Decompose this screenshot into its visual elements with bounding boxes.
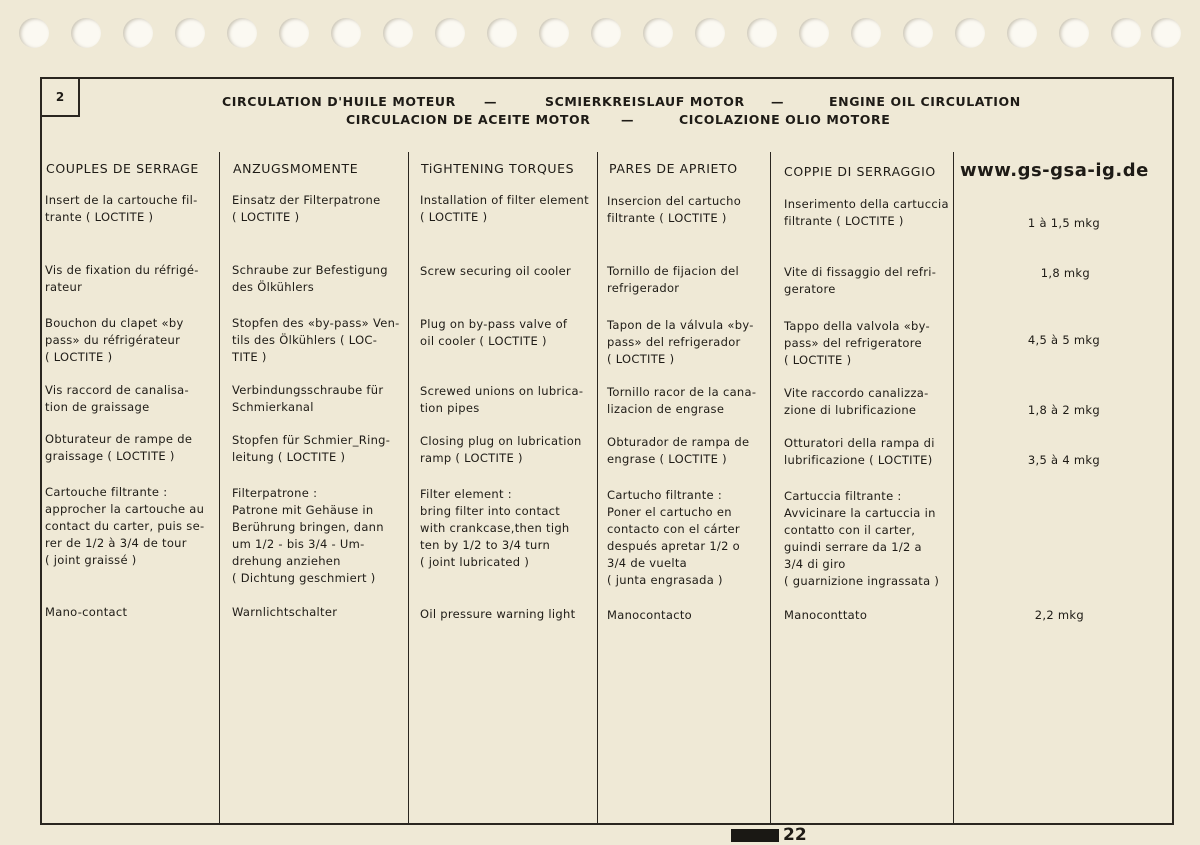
table-cell-es: Insercion del cartucho filtrante ( LOCTITE ) xyxy=(607,194,742,225)
punch-hole xyxy=(383,18,413,48)
column-header-it: COPPIE DI SERRAGGIO xyxy=(784,164,936,179)
column-divider xyxy=(219,152,220,824)
title-en: ENGINE OIL CIRCULATION xyxy=(829,94,1021,109)
torque-value: 2,2 mkg xyxy=(1034,608,1084,622)
column-divider xyxy=(953,152,954,824)
website-watermark: www.gs-gsa-ig.de xyxy=(960,160,1149,181)
table-cell-en: Filter element : bring filter into contact with crankcase,then tigh ten by 1/2 to 3/4 turn ( joint lubricated ) xyxy=(420,487,570,569)
title-it: CICOLAZIONE OLIO MOTORE xyxy=(679,112,891,127)
table-cell-de: Verbindungsschraube für Schmierkanal xyxy=(232,383,384,414)
table-cell-it: Vite raccordo canalizza- zione di lubrificazione xyxy=(784,386,929,417)
column-header-de: ANZUGSMOMENTE xyxy=(233,161,359,176)
torque-value: 1,8 mkg xyxy=(1040,266,1090,280)
column-header-es: PARES DE APRIETO xyxy=(609,161,738,176)
column-header-fr: COUPLES DE SERRAGE xyxy=(46,161,199,176)
punch-hole xyxy=(123,18,153,48)
table-cell-es: Obturador de rampa de engrase ( LOCTITE ) xyxy=(607,435,750,466)
punch-hole xyxy=(591,18,621,48)
table-cell-it: Otturatori della rampa di lubrificazione ( LOCTITE) xyxy=(784,436,935,467)
table-cell-en: Closing plug on lubrication ramp ( LOCTITE ) xyxy=(420,434,582,465)
table-cell-en: Plug on by-pass valve of oil cooler ( LOCTITE ) xyxy=(420,317,568,348)
table-cell-fr: Vis raccord de canalisa- tion de graissage xyxy=(45,383,189,414)
punch-hole xyxy=(71,18,101,48)
punch-hole xyxy=(851,18,881,48)
punch-hole xyxy=(1059,18,1089,48)
punch-hole xyxy=(903,18,933,48)
section-number-badge: 2 xyxy=(40,77,80,117)
column-header-en: TiGHTENING TORQUES xyxy=(421,161,575,176)
table-cell-it: Vite di fissaggio del refri- geratore xyxy=(784,265,937,296)
punch-hole xyxy=(955,18,985,48)
table-cell-es: Tapon de la válvula «by- pass» del refrigerador ( LOCTITE ) xyxy=(607,318,754,366)
title-dash: — xyxy=(484,94,498,109)
table-cell-en: Installation of filter element ( LOCTITE ) xyxy=(420,193,589,224)
table-cell-de: Filterpatrone : Patrone mit Gehäuse in Berührung bringen, dann um 1/2 - bis 3/4 - Um- drehung anziehen ( Dichtung geschmiert ) xyxy=(232,486,384,585)
punch-hole xyxy=(227,18,257,48)
punch-hole xyxy=(1111,18,1141,48)
punch-hole xyxy=(19,18,49,48)
punch-hole xyxy=(175,18,205,48)
punch-hole xyxy=(747,18,777,48)
table-cell-it: Manoconttato xyxy=(784,608,868,622)
punch-hole xyxy=(539,18,569,48)
title-dash: — xyxy=(771,94,785,109)
table-cell-es: Tornillo racor de la cana- lizacion de engrase xyxy=(607,385,757,416)
table-cell-fr: Cartouche filtrante : approcher la cartouche au contact du carter, puis se- rer de 1/2 à 3/4 de tour ( joint graissé ) xyxy=(45,485,205,567)
column-divider xyxy=(597,152,598,824)
title-de: SCMIERKREISLAUF MOTOR xyxy=(545,94,745,109)
table-cell-it: Inserimento della cartuccia filtrante ( LOCTITE ) xyxy=(784,197,949,228)
page-tab-bar xyxy=(731,829,779,842)
column-divider xyxy=(408,152,409,824)
title-dash: — xyxy=(621,112,635,127)
punch-hole xyxy=(695,18,725,48)
punch-hole xyxy=(487,18,517,48)
page-number: 22 xyxy=(783,825,807,845)
torque-value: 4,5 à 5 mkg xyxy=(1027,333,1100,347)
table-cell-es: Tornillo de fijacion del refrigerador xyxy=(607,264,739,295)
column-divider xyxy=(770,152,771,824)
table-cell-it: Tappo della valvola «by- pass» del refrigeratore ( LOCTITE ) xyxy=(784,319,931,367)
punch-hole xyxy=(1007,18,1037,48)
torque-value: 3,5 à 4 mkg xyxy=(1027,453,1100,467)
table-cell-de: Stopfen für Schmier_Ring- leitung ( LOCTITE ) xyxy=(232,433,391,464)
table-cell-de: Warnlichtschalter xyxy=(232,605,338,619)
title-fr: CIRCULATION D'HUILE MOTEUR xyxy=(222,94,456,109)
table-cell-fr: Vis de fixation du réfrigé- rateur xyxy=(45,263,199,294)
table-cell-de: Einsatz der Filterpatrone ( LOCTITE ) xyxy=(232,193,381,224)
table-cell-fr: Obturateur de rampe de graissage ( LOCTITE ) xyxy=(45,432,193,463)
title-es: CIRCULACION DE ACEITE MOTOR xyxy=(346,112,591,127)
punch-hole xyxy=(435,18,465,48)
table-cell-es: Cartucho filtrante : Poner el cartucho en contacto con el cárter después apretar 1/2 o 3/4 de vuelta ( junta engrasada ) xyxy=(607,488,741,587)
punch-hole xyxy=(331,18,361,48)
table-cell-es: Manocontacto xyxy=(607,608,692,622)
table-cell-fr: Mano-contact xyxy=(45,605,128,619)
punch-hole xyxy=(1151,18,1181,48)
table-cell-de: Schraube zur Befestigung des Ölkühlers xyxy=(232,263,388,294)
punch-hole xyxy=(643,18,673,48)
table-cell-en: Screwed unions on lubrica- tion pipes xyxy=(420,384,584,415)
punch-hole xyxy=(799,18,829,48)
table-cell-en: Oil pressure warning light xyxy=(420,607,576,621)
torque-value: 1,8 à 2 mkg xyxy=(1027,403,1100,417)
table-cell-fr: Insert de la cartouche fil- trante ( LOCTITE ) xyxy=(45,193,198,224)
punch-hole xyxy=(279,18,309,48)
table-cell-it: Cartuccia filtrante : Avvicinare la cartuccia in contatto con il carter, guindi serrare da 1/2 a 3/4 di giro ( guarnizione ingrassata ) xyxy=(784,489,940,588)
torque-value: 1 à 1,5 mkg xyxy=(1027,216,1100,230)
table-cell-fr: Bouchon du clapet «by pass» du réfrigérateur ( LOCTITE ) xyxy=(45,316,184,364)
table-cell-de: Stopfen des «by-pass» Ven- tils des Ölkühlers ( LOC- TITE ) xyxy=(232,316,400,364)
table-cell-en: Screw securing oil cooler xyxy=(420,264,572,278)
